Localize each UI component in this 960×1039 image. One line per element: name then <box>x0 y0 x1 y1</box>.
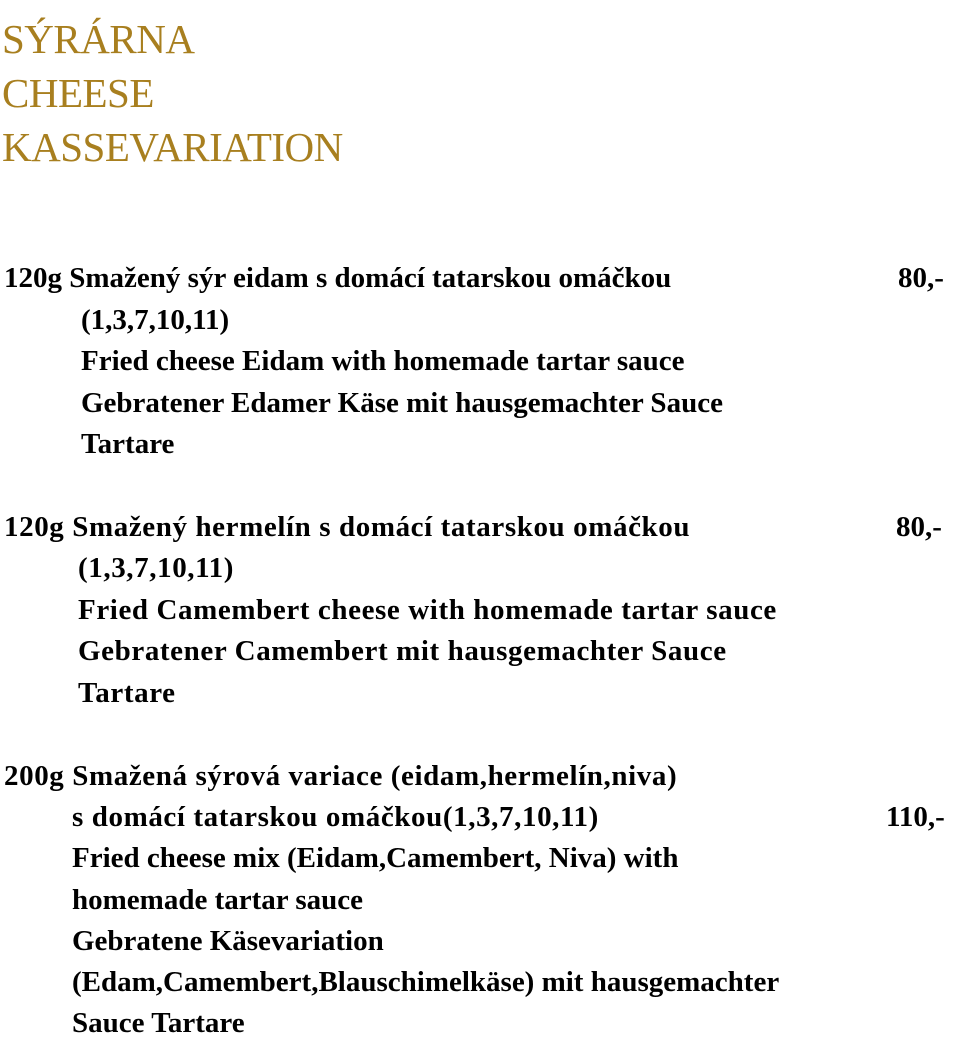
item-german-end: Sauce Tartare <box>72 1007 245 1039</box>
item-english: Fried cheese Eidam with homemade tartar sauce <box>81 345 685 377</box>
item-allergens: (1,3,7,10,11) <box>78 552 235 584</box>
item-price: 110,- <box>886 801 945 833</box>
item-price: 80,- <box>898 262 944 294</box>
item-czech-cont: s domácí tatarskou omáčkou(1,3,7,10,11) <box>72 801 599 833</box>
item-german-cont: (Edam,Camembert,Blauschimelkäse) mit hausgemachter <box>72 966 780 998</box>
item-title: 120g Smažený hermelín s domácí tatarskou omáčkou <box>4 511 691 543</box>
item-english: Fried cheese mix (Eidam,Camembert, Niva) with <box>72 842 679 874</box>
heading-kassevariation: KASSEVARIATION <box>2 124 343 170</box>
item-title: 120g Smažený sýr eidam s domácí tatarskou omáčkou <box>4 262 672 294</box>
item-english: Fried Camembert cheese with homemade tartar sauce <box>78 594 777 626</box>
item-price: 80,- <box>896 511 942 543</box>
item-german: Gebratener Edamer Käse mit hausgemachter Sauce <box>81 387 723 419</box>
heading-syrarna: SÝRÁRNA <box>2 16 195 62</box>
item-german-cont: Tartare <box>78 677 176 709</box>
item-german: Gebratener Camembert mit hausgemachter Sauce <box>78 635 727 667</box>
heading-cheese: CHEESE <box>2 70 154 116</box>
item-title: 200g Smažená sýrová variace (eidam,hermelín,niva) <box>4 760 678 792</box>
item-allergens: (1,3,7,10,11) <box>81 304 230 336</box>
item-german-cont: Tartare <box>81 428 175 460</box>
item-german: Gebratene Käsevariation <box>72 925 384 957</box>
item-english-cont: homemade tartar sauce <box>72 884 364 916</box>
